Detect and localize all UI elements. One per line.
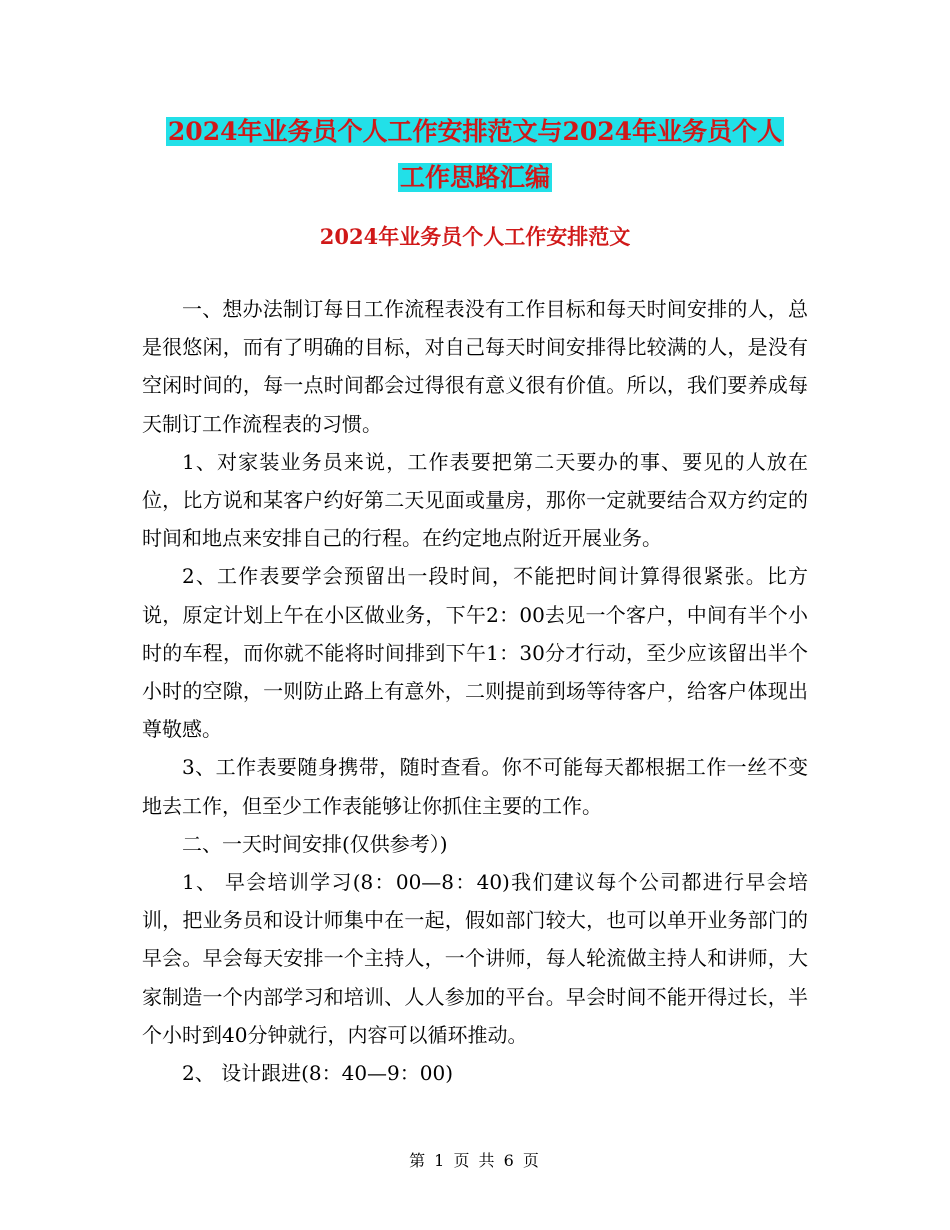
paragraph: 2、 设计跟进(8：40—9：00): [182, 1061, 454, 1086]
paragraph: 1、对家装业务员来说，工作表要把第二天要办的事、要见的人放在位，比方说和某客户约好第二天见面或量房，那你一定就要结合双方约定的时间和地点来安排自己的行程。在约定地点附近开展业务。: [142, 449, 808, 551]
paragraph: 一、想办法制订每日工作流程表没有工作目标和每天时间安排的人，总是很悠闲，而有了明确的目标，对自己每天时间安排得比较满的人，是没有空闲时间的，每一点时间都会过得很有意义很有价值。所以，我们要养成每天制订工作流程表的习惯。: [142, 297, 808, 436]
paragraph: 3、工作表要随身携带，随时查看。你不可能每天都根据工作一丝不变地去工作，但至少工作表能够让你抓住主要的工作。: [142, 755, 808, 818]
document-title-line-2: 工作思路汇编: [399, 163, 550, 192]
document-body: [142, 290, 808, 1092]
paragraph: 2、工作表要学会预留出一段时间，不能把时间计算得很紧张。比方说，原定计划上午在小区做业务，下午2：00去见一个客户，中间有半个小时的车程，而你就不能将时间排到下午1：30分才行动，至少应该留出半个小时的空隙，一则防止路上有意外，二则提前到场等待客户，给客户体现出尊敬感。: [142, 564, 808, 742]
page-footer: 第 1 页 共 6 页: [409, 1151, 541, 1170]
document-title-line-1: 2024年业务员个人工作安排范文与2024年业务员个人: [167, 117, 783, 146]
section-heading: 2024年业务员个人工作安排范文: [319, 224, 631, 249]
paragraph: 二、一天时间安排(仅供参考）): [182, 831, 448, 856]
paragraph: 1、 早会培训学习(8：00—8：40)我们建议每个公司都进行早会培训，把业务员和设计师集中在一起，假如部门较大，也可以单开业务部门的早会。早会每天安排一个主持人，一个讲师，每人轮流做主持人和讲师，大家制造一个内部学习和培训、人人参加的平台。早会时间不能开得过长，半个小时到40分钟就行，内容可以循环推动。: [142, 870, 808, 1047]
